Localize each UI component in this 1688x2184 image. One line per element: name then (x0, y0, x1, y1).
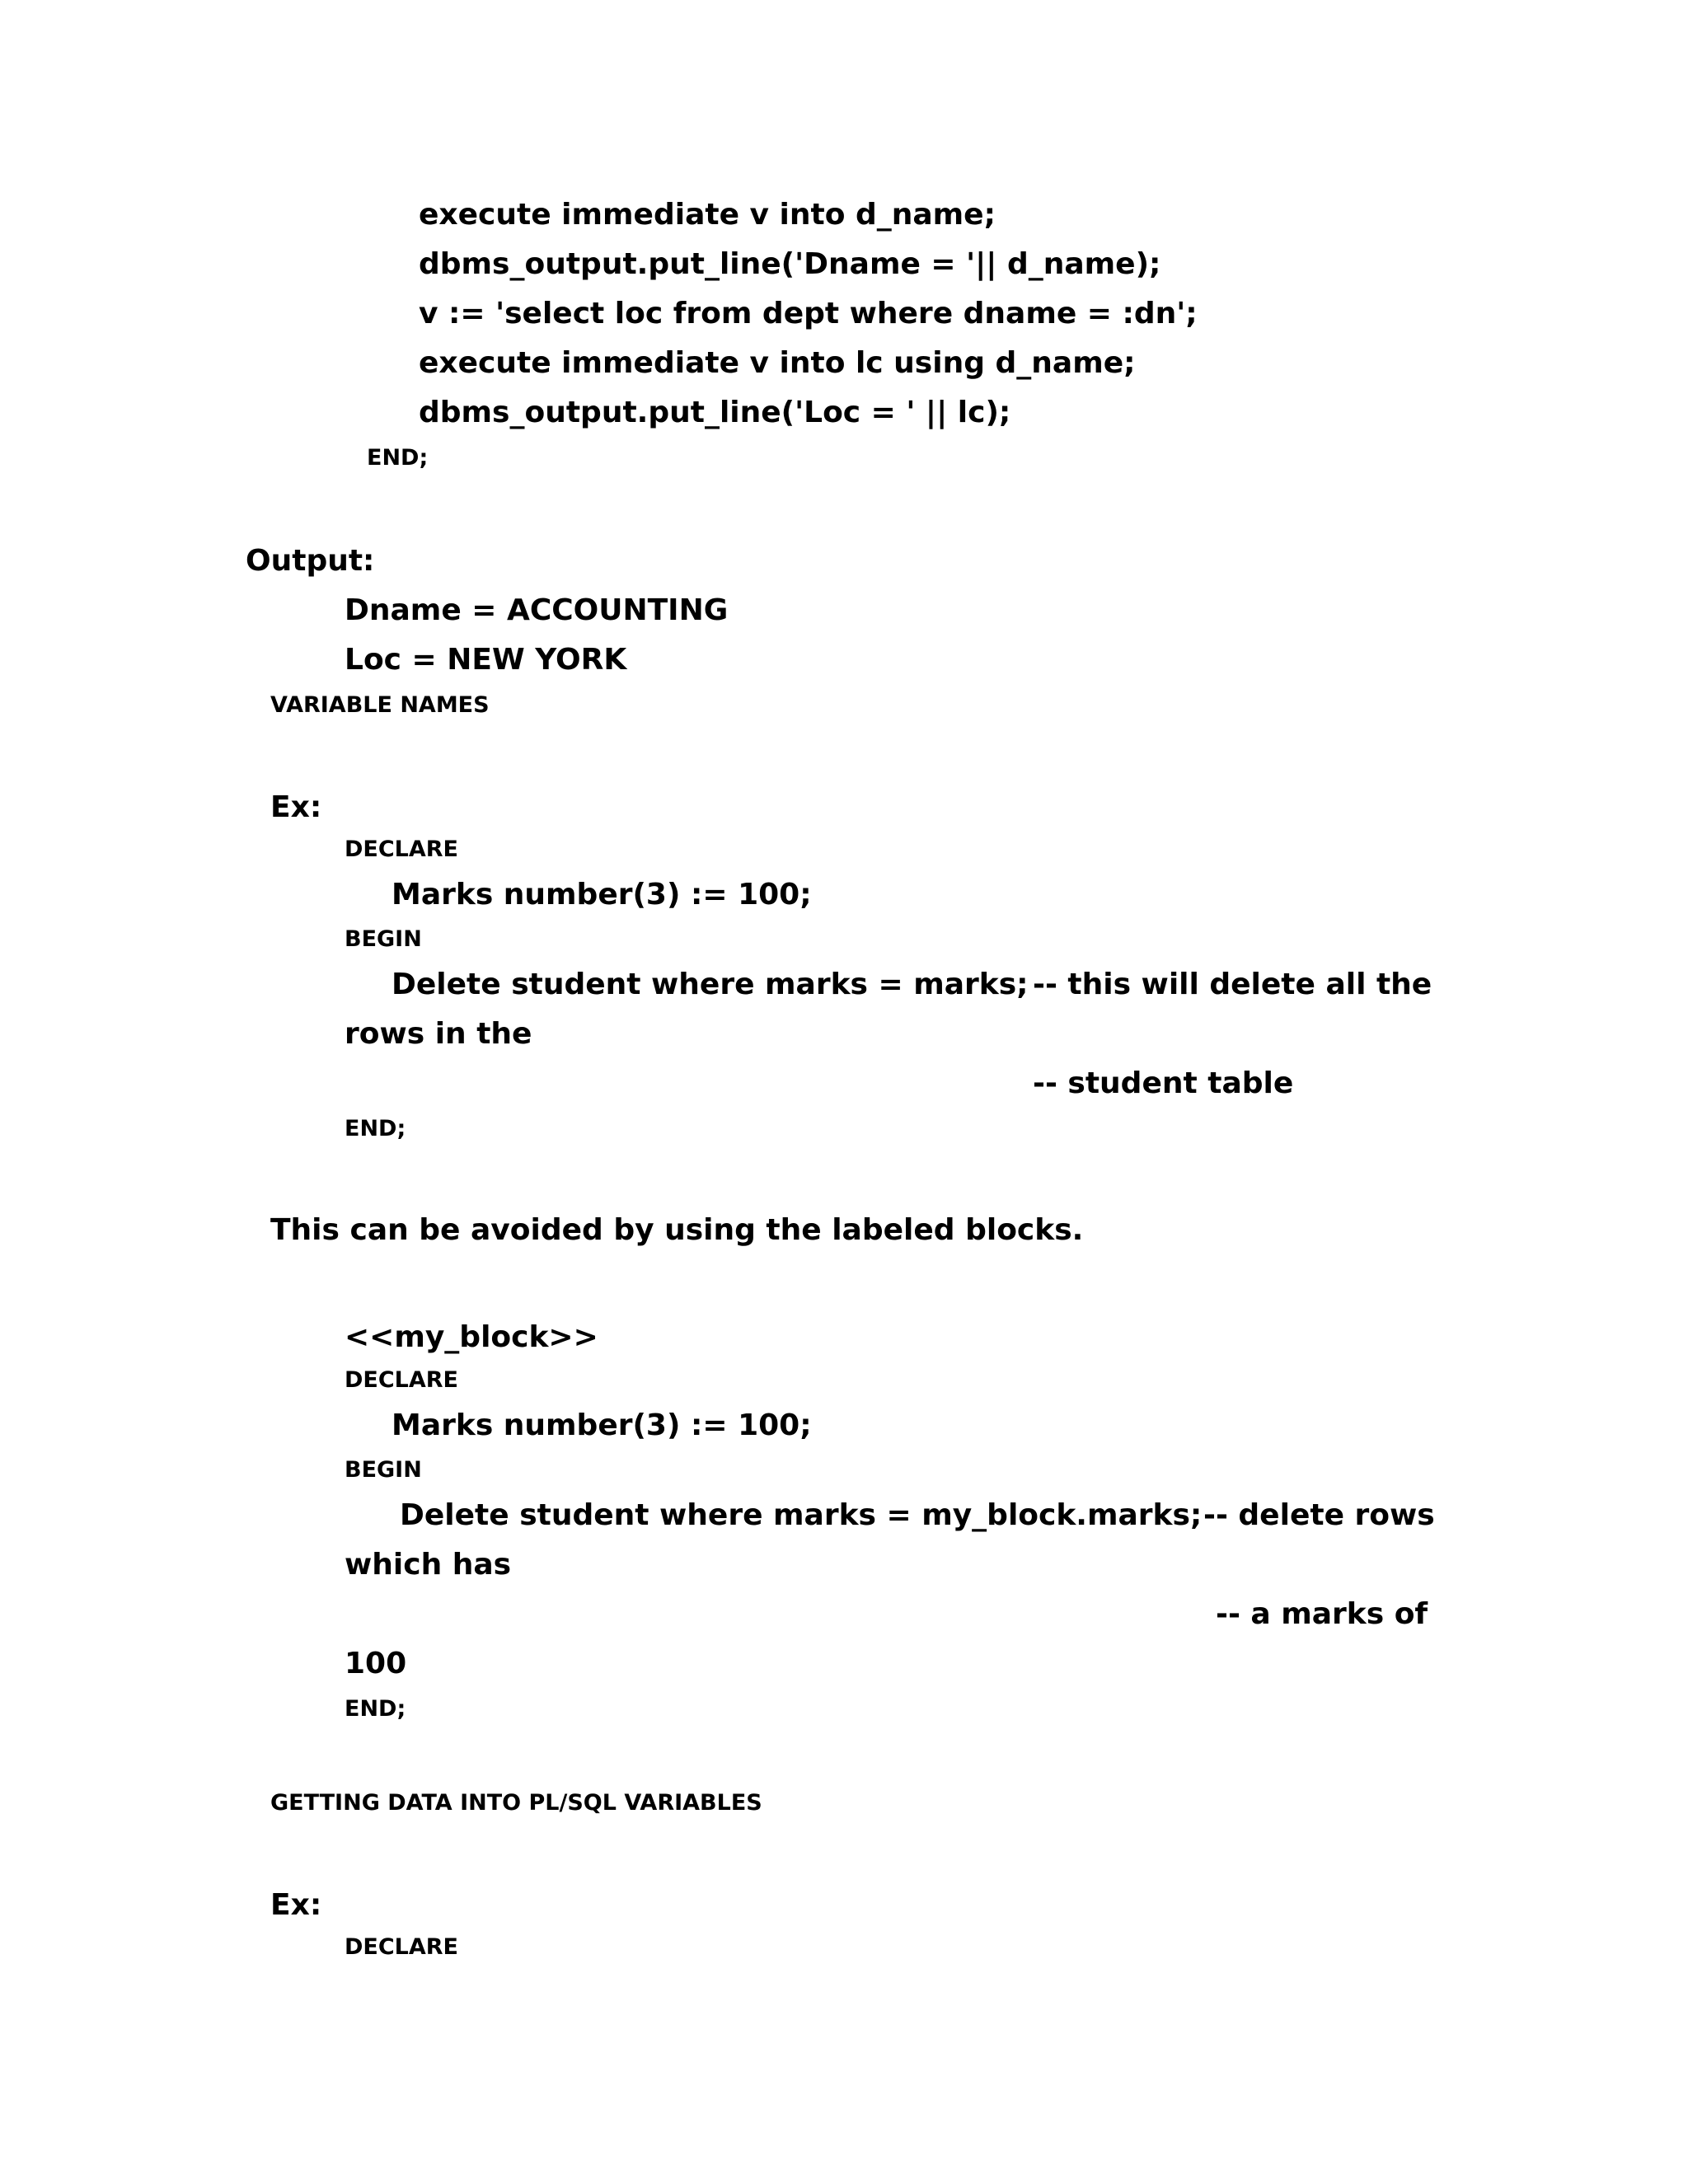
code-line: execute immediate v into d_name; (419, 198, 996, 232)
code-keyword-begin: BEGIN (345, 1457, 422, 1483)
code-block-label: <<my_block>> (345, 1320, 598, 1354)
code-comment: -- student table (1033, 1066, 1294, 1100)
section-heading: GETTING DATA INTO PL/SQL VARIABLES (270, 1790, 762, 1816)
code-keyword-declare: DECLARE (345, 1367, 459, 1393)
code-line: Delete student where marks = marks; (392, 968, 1029, 1001)
output-label: Output: (246, 544, 375, 578)
code-line: Marks number(3) := 100; (392, 878, 812, 912)
code-comment-wrap: which has (345, 1548, 512, 1582)
example-label: Ex: (270, 790, 322, 824)
code-keyword-end: END; (345, 1696, 406, 1722)
code-line: v := 'select loc from dept where dname = :dn'; (419, 297, 1198, 330)
code-line: Delete student where marks = my_block.marks; (400, 1498, 1203, 1532)
code-keyword-begin: BEGIN (345, 926, 422, 952)
code-keyword-end: END; (367, 445, 429, 471)
body-text: This can be avoided by using the labeled blocks. (270, 1213, 1084, 1247)
code-comment-wrap: 100 (345, 1647, 407, 1680)
example-label: Ex: (270, 1888, 322, 1922)
code-line: dbms_output.put_line('Dname = '|| d_name); (419, 247, 1161, 281)
code-line: execute immediate v into lc using d_name; (419, 346, 1136, 380)
code-keyword-declare: DECLARE (345, 1934, 459, 1960)
code-comment-wrap: rows in the (345, 1017, 532, 1051)
code-comment: -- a marks of (1216, 1597, 1428, 1631)
code-keyword-end: END; (345, 1116, 406, 1141)
code-keyword-declare: DECLARE (345, 837, 459, 862)
output-line: Loc = NEW YORK (345, 643, 627, 677)
section-heading: VARIABLE NAMES (270, 692, 490, 718)
output-line: Dname = ACCOUNTING (345, 593, 729, 627)
code-line: Marks number(3) := 100; (392, 1408, 812, 1442)
code-line: dbms_output.put_line('Loc = ' || lc); (419, 396, 1011, 429)
code-comment: -- delete rows (1203, 1498, 1435, 1532)
code-comment: -- this will delete all the (1033, 968, 1432, 1001)
